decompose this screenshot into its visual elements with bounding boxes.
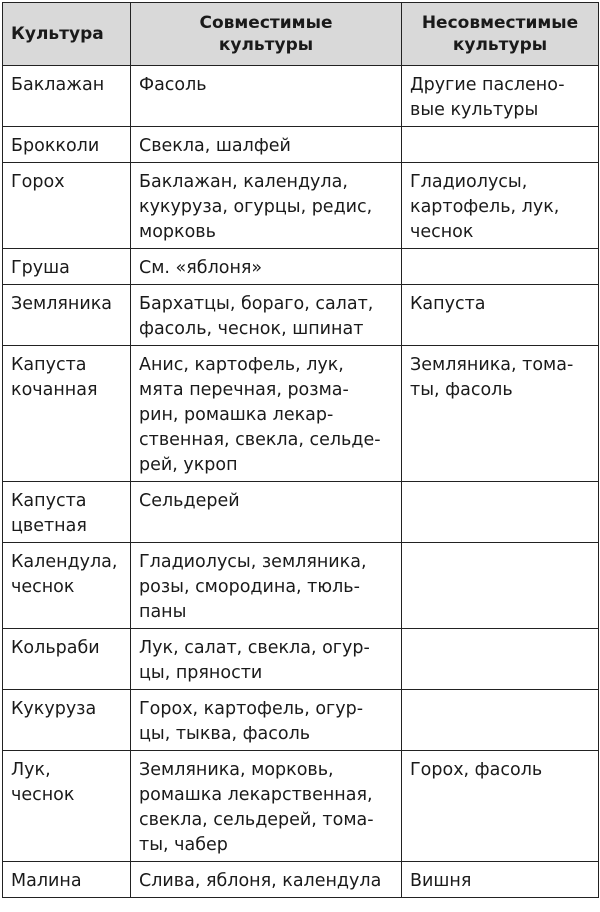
cell-crop: Груша bbox=[3, 249, 131, 285]
header-incompatible: Несовместимые культуры bbox=[402, 3, 599, 66]
cell-crop: Земляника bbox=[3, 285, 131, 346]
table-row bbox=[3, 127, 599, 163]
header-compatible: Совместимые культуры bbox=[131, 3, 402, 66]
table-body bbox=[3, 66, 599, 898]
cell-compatible: Гладиолусы, земляника, розы, смородина, тюль- паны bbox=[131, 543, 402, 629]
cell-incompatible bbox=[402, 249, 599, 285]
cell-compatible: Анис, картофель, лук, мята перечная, розма- рин, ромашка лекар- ственная, свекла, сельде- рей, укроп bbox=[131, 346, 402, 482]
cell-incompatible bbox=[402, 127, 599, 163]
cell-compatible: Земляника, морковь, ромашка лекарственная, свекла, сельдерей, тома- ты, чабер bbox=[131, 751, 402, 862]
cell-crop: Кольраби bbox=[3, 629, 131, 690]
cell-incompatible: Гладиолусы, картофель, лук, чеснок bbox=[402, 163, 599, 249]
cell-compatible: Свекла, шалфей bbox=[131, 127, 402, 163]
table-row bbox=[3, 751, 599, 862]
header-crop: Культура bbox=[3, 3, 131, 66]
cell-incompatible bbox=[402, 690, 599, 751]
cell-compatible: Горох, картофель, огур- цы, тыква, фасоль bbox=[131, 690, 402, 751]
cell-incompatible: Земляника, тома- ты, фасоль bbox=[402, 346, 599, 482]
cell-compatible: Лук, салат, свекла, огур- цы, пряности bbox=[131, 629, 402, 690]
cell-compatible: Бархатцы, бораго, салат, фасоль, чеснок, шпинат bbox=[131, 285, 402, 346]
cell-incompatible bbox=[402, 482, 599, 543]
table-row bbox=[3, 285, 599, 346]
cell-crop: Баклажан bbox=[3, 66, 131, 127]
cell-crop: Календула, чеснок bbox=[3, 543, 131, 629]
cell-crop: Брокколи bbox=[3, 127, 131, 163]
cell-crop: Малина bbox=[3, 862, 131, 898]
table-row bbox=[3, 629, 599, 690]
cell-incompatible bbox=[402, 543, 599, 629]
table-row bbox=[3, 543, 599, 629]
cell-incompatible bbox=[402, 629, 599, 690]
table-row bbox=[3, 66, 599, 127]
cell-crop: Капуста кочанная bbox=[3, 346, 131, 482]
header-row bbox=[3, 3, 599, 66]
cell-incompatible: Вишня bbox=[402, 862, 599, 898]
cell-compatible: Сельдерей bbox=[131, 482, 402, 543]
table-row bbox=[3, 346, 599, 482]
cell-compatible: Слива, яблоня, календула bbox=[131, 862, 402, 898]
table-row bbox=[3, 249, 599, 285]
crop-compatibility-table bbox=[2, 2, 599, 898]
table-row bbox=[3, 163, 599, 249]
cell-crop: Горох bbox=[3, 163, 131, 249]
table-row bbox=[3, 862, 599, 898]
cell-compatible: См. «яблоня» bbox=[131, 249, 402, 285]
cell-crop: Кукуруза bbox=[3, 690, 131, 751]
table-row bbox=[3, 690, 599, 751]
table-row bbox=[3, 482, 599, 543]
table-header bbox=[3, 3, 599, 66]
cell-incompatible: Капуста bbox=[402, 285, 599, 346]
cell-compatible: Баклажан, календула, кукуруза, огурцы, редис, морковь bbox=[131, 163, 402, 249]
cell-incompatible: Другие пасленo- вые культуры bbox=[402, 66, 599, 127]
cell-compatible: Фасоль bbox=[131, 66, 402, 127]
cell-crop: Лук, чеснок bbox=[3, 751, 131, 862]
cell-crop: Капуста цветная bbox=[3, 482, 131, 543]
cell-incompatible: Горох, фасоль bbox=[402, 751, 599, 862]
